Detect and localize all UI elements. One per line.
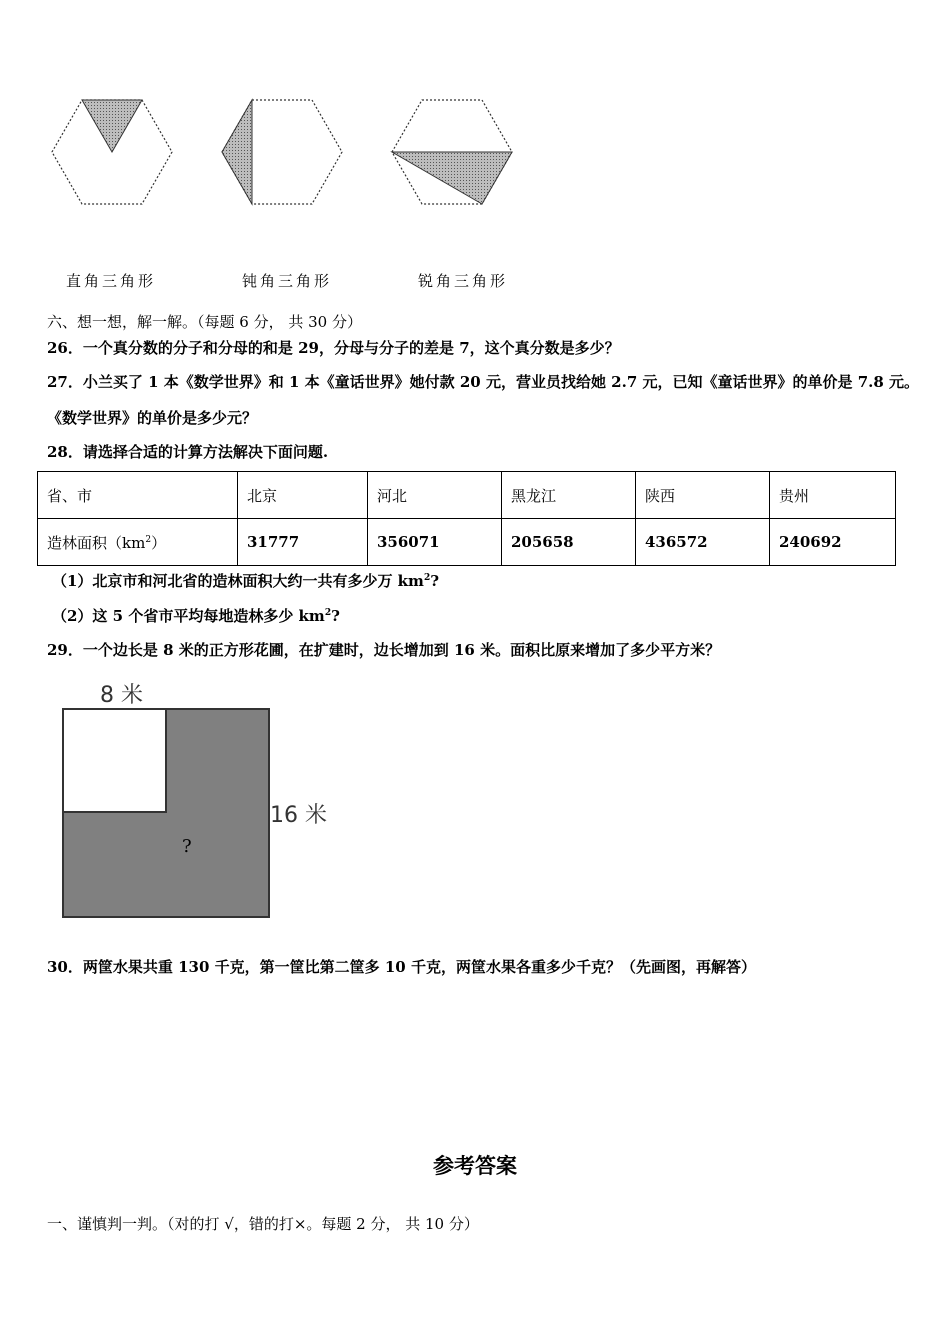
hexagon-right-triangle bbox=[52, 100, 172, 204]
section-heading: 六、想一想，解一解。（每题 6 分， 共 30 分） bbox=[47, 313, 362, 331]
hexagon-obtuse-triangle bbox=[222, 100, 342, 204]
table-header-cell: 贵州 bbox=[770, 472, 896, 519]
question-28-sub1: （1）北京市和河北省的造林面积大约一共有多少万 $km^2$? bbox=[52, 572, 439, 590]
hexagon-label-right: 直角三角形 bbox=[66, 272, 157, 290]
hexagon-label-acute: 锐角三角形 bbox=[418, 272, 509, 290]
question-30: 30．两筐水果共重 130 千克，第一筐比第二筐多 10 千克，两筐水果各重多少千克？（先画图，再解答） bbox=[47, 958, 756, 976]
question-28-sub2: （2）这 5 个省市平均每地造林多少 $km^2$? bbox=[52, 607, 340, 625]
table-header-cell: 黑龙江 bbox=[502, 472, 636, 519]
hexagon-figures bbox=[40, 90, 530, 215]
question-26: 26．一个真分数的分子和分母的和是 29，分母与分子的差是 7，这个真分数是多少？ bbox=[47, 339, 620, 357]
table-header-cell: 省、市 bbox=[38, 472, 238, 519]
table-cell: 31777 bbox=[238, 519, 368, 566]
table-header-cell: 河北 bbox=[368, 472, 502, 519]
table-row-label: 造林面积$(km^2)$ bbox=[38, 519, 238, 566]
table-cell: 205658 bbox=[502, 519, 636, 566]
table-cell: 436572 bbox=[636, 519, 770, 566]
question-28: 28．请选择合适的计算方法解决下面问题. bbox=[47, 443, 329, 461]
table-row bbox=[38, 519, 896, 566]
table-cell: 240692 bbox=[770, 519, 896, 566]
table-header-cell: 陕西 bbox=[636, 472, 770, 519]
question-27-line2: 《数学世界》的单价是多少元？ bbox=[47, 409, 258, 427]
table-cell: 356071 bbox=[368, 519, 502, 566]
garden-label-side: 16 米 bbox=[270, 803, 327, 828]
afforestation-table bbox=[37, 471, 896, 566]
question-29: 29．一个边长是 8 米的正方形花圃，在扩建时，边长增加到 16 米。面积比原来增加了多少平方米？ bbox=[47, 641, 721, 659]
garden-question-mark: ? bbox=[182, 836, 192, 857]
hexagon-label-obtuse: 钝角三角形 bbox=[242, 272, 333, 290]
table-header-cell: 北京 bbox=[238, 472, 368, 519]
table-header-row bbox=[38, 472, 896, 519]
hexagon-acute-triangle bbox=[392, 100, 512, 204]
question-27-line1: 27．小兰买了 1 本《数学世界》和 1 本《童话世界》她付款 20 元，营业员找给她 2.7 元，已知《童话世界》的单价是 7.8 元。 bbox=[47, 373, 920, 391]
answers-title: 参考答案 bbox=[433, 1153, 517, 1178]
garden-label-top: 8 米 bbox=[100, 683, 143, 708]
answers-section-heading: 一、谨慎判一判。（对的打 √，错的打×。每题 2 分， 共 10 分） bbox=[47, 1215, 479, 1233]
garden-figure bbox=[62, 708, 272, 920]
